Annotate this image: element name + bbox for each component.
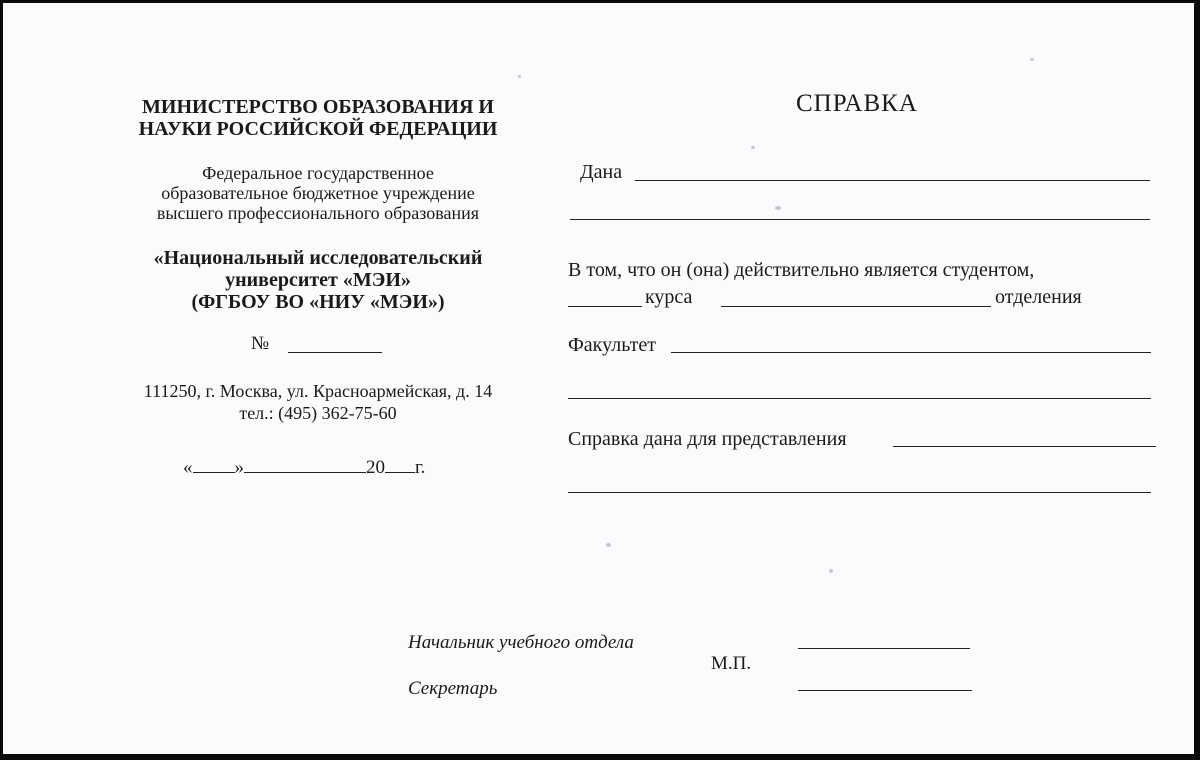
- head-of-education-label: Начальник учебного отдела: [408, 632, 634, 653]
- university-name-line: «Национальный исследовательский: [153, 247, 483, 269]
- paper-speck: [775, 206, 781, 210]
- date-suffix: г.: [415, 457, 426, 478]
- faculty-field[interactable]: [671, 352, 1151, 353]
- university-name-line: университет «МЭИ»: [225, 269, 411, 291]
- ministry-line: МИНИСТЕРСТВО ОБРАЗОВАНИЯ И: [142, 96, 494, 118]
- university-name: [113, 247, 523, 313]
- paper-speck: [829, 569, 833, 573]
- secretary-signature-field[interactable]: [798, 690, 972, 691]
- ministry-heading: [113, 96, 523, 140]
- address: 111250, г. Москва, ул. Красноармейская, д. 14: [143, 381, 493, 401]
- paper-speck: [518, 75, 521, 78]
- student-statement: В том, что он (она) действительно является студентом,: [568, 259, 1035, 281]
- institution-type-line: Федеральное государственное: [202, 163, 434, 183]
- paper-speck: [751, 146, 755, 149]
- date-close-quote: »: [234, 457, 244, 478]
- faculty-label: Факультет: [568, 334, 656, 356]
- document-number-label: №: [251, 333, 270, 354]
- department-field[interactable]: [721, 306, 991, 307]
- head-signature-field[interactable]: [798, 648, 970, 649]
- presentation-label: Справка дана для представления: [568, 428, 847, 450]
- institution-type-line: образовательное бюджетное учреждение: [161, 183, 475, 203]
- date-month-field[interactable]: [244, 455, 366, 473]
- course-field[interactable]: [568, 306, 642, 307]
- stamp-label: М.П.: [711, 653, 752, 674]
- presentation-field-continued[interactable]: [568, 492, 1151, 493]
- date-open-quote: «: [183, 457, 193, 478]
- date-year-field[interactable]: [385, 455, 415, 473]
- ministry-line: НАУКИ РОССИЙСКОЙ ФЕДЕРАЦИИ: [138, 118, 498, 140]
- department-label: отделения: [995, 286, 1082, 308]
- paper-speck: [606, 543, 611, 547]
- given-to-field[interactable]: [635, 180, 1150, 181]
- phone: тел.: (495) 362-75-60: [239, 403, 397, 423]
- date-day-field[interactable]: [193, 455, 235, 473]
- address-block: [113, 380, 523, 424]
- institution-type: [113, 163, 523, 223]
- faculty-field-continued[interactable]: [568, 398, 1151, 399]
- paper-speck: [1030, 58, 1034, 61]
- course-label: курса: [645, 286, 693, 308]
- document-title: СПРАВКА: [796, 90, 918, 117]
- university-name-line: (ФГБОУ ВО «НИУ «МЭИ»): [191, 291, 445, 313]
- document-number-field[interactable]: [288, 352, 382, 353]
- issue-date-line: [183, 455, 425, 479]
- given-to-field-continued[interactable]: [570, 219, 1150, 220]
- institution-type-line: высшего профессионального образования: [156, 203, 480, 223]
- given-to-label: Дана: [580, 161, 623, 183]
- date-year-prefix: 20: [366, 457, 385, 478]
- presentation-field[interactable]: [893, 446, 1156, 447]
- secretary-label: Секретарь: [408, 678, 498, 699]
